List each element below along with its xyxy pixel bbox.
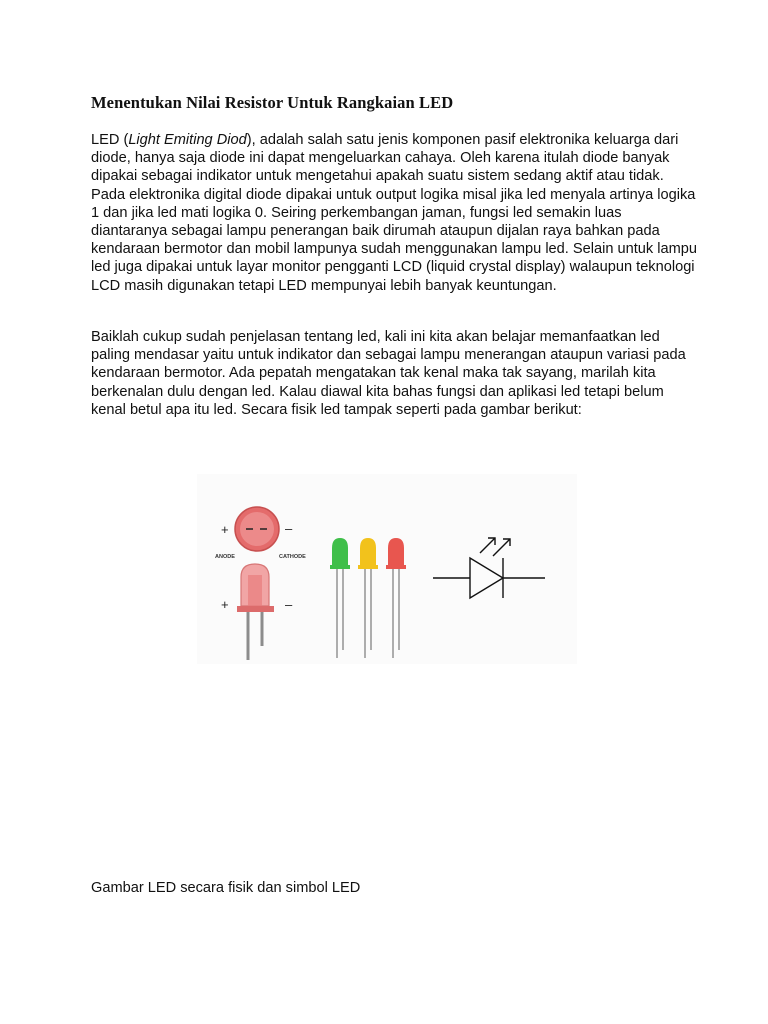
led-side-inner	[248, 575, 262, 606]
colored-led-1	[330, 538, 350, 658]
led-top-lens	[240, 512, 274, 546]
led-symbol-arrow-1	[480, 538, 495, 553]
paragraph-intro-italic: Light Emiting Diod	[128, 132, 247, 148]
side-plus-sign: +	[221, 597, 229, 612]
colored-led-2	[358, 538, 378, 658]
colored-leds-group	[330, 538, 406, 658]
cathode-label: CATHODE	[279, 554, 306, 560]
led-side-view	[237, 564, 274, 660]
figure-caption: Gambar LED secara fisik dan simbol LED	[91, 880, 361, 896]
paragraph-intro	[91, 131, 701, 295]
led-symbol-triangle	[470, 558, 503, 598]
paragraph-intro-body: ), adalah salah satu jenis komponen pasif elektronika keluarga dari diode, hanya saja diode ini dapat mengeluarkan cahaya. Oleh karena itulah diode banyak dipakai sebagai indikator untuk mengetahui apakah suatu sistem sedang aktif atau tidak. Pada elektronika digital diode dipakai untuk output logika misal jika led menyala artinya logika 1 dan jika led mati logika 0. Seiring perkembangan jaman, fungsi led semakin luas diantaranya sebagai lampu penerangan baik dirumah ataupun dijalan raya bahkan pada kendaraan bermotor dan mobil lampunya sudah menggunakan lampu led. Selain untuk lampu led juga dipakai untuk layar monitor pengganti LCD (liquid crystal display) walaupun teknologi LCD masih digunakan tetapi LED mempunyai lebih banyak keuntungan.	[91, 132, 698, 294]
paragraph-explanation: Baiklah cukup sudah penjelasan tentang led, kali ini kita akan belajar memanfaatkan led paling mendasar yaitu untuk indikator dan sebagai lampu menerangan ataupun variasi pada kendaraan bermotor. Ada pepatah mengatakan tak kenal maka tak sayang, marilah kita berkenalan dulu dengan led. Kalau diawal kita bahas fungsi dan aplikasi led tetapi belum kenal betul apa itu led. Secara fisik led tampak seperti pada gambar berikut:	[91, 329, 686, 418]
colored-led-body	[360, 538, 376, 566]
colored-led-3	[386, 538, 406, 658]
led-figure-svg	[197, 474, 577, 664]
top-plus-sign: +	[221, 522, 229, 537]
top-minus-sign: –	[285, 521, 293, 536]
document-title: Menentukan Nilai Resistor Untuk Rangkaian LED	[91, 93, 454, 112]
colored-led-rim	[358, 565, 378, 569]
led-symbol	[433, 538, 545, 598]
led-figure	[197, 474, 577, 664]
led-side-rim	[237, 606, 274, 612]
anode-label: ANODE	[215, 554, 235, 560]
colored-led-body	[332, 538, 348, 566]
colored-led-rim	[386, 565, 406, 569]
colored-led-rim	[330, 565, 350, 569]
led-top-view	[235, 507, 279, 551]
paragraph-intro-prefix: LED (	[91, 132, 129, 148]
side-minus-sign: –	[285, 597, 293, 612]
colored-led-body	[388, 538, 404, 566]
